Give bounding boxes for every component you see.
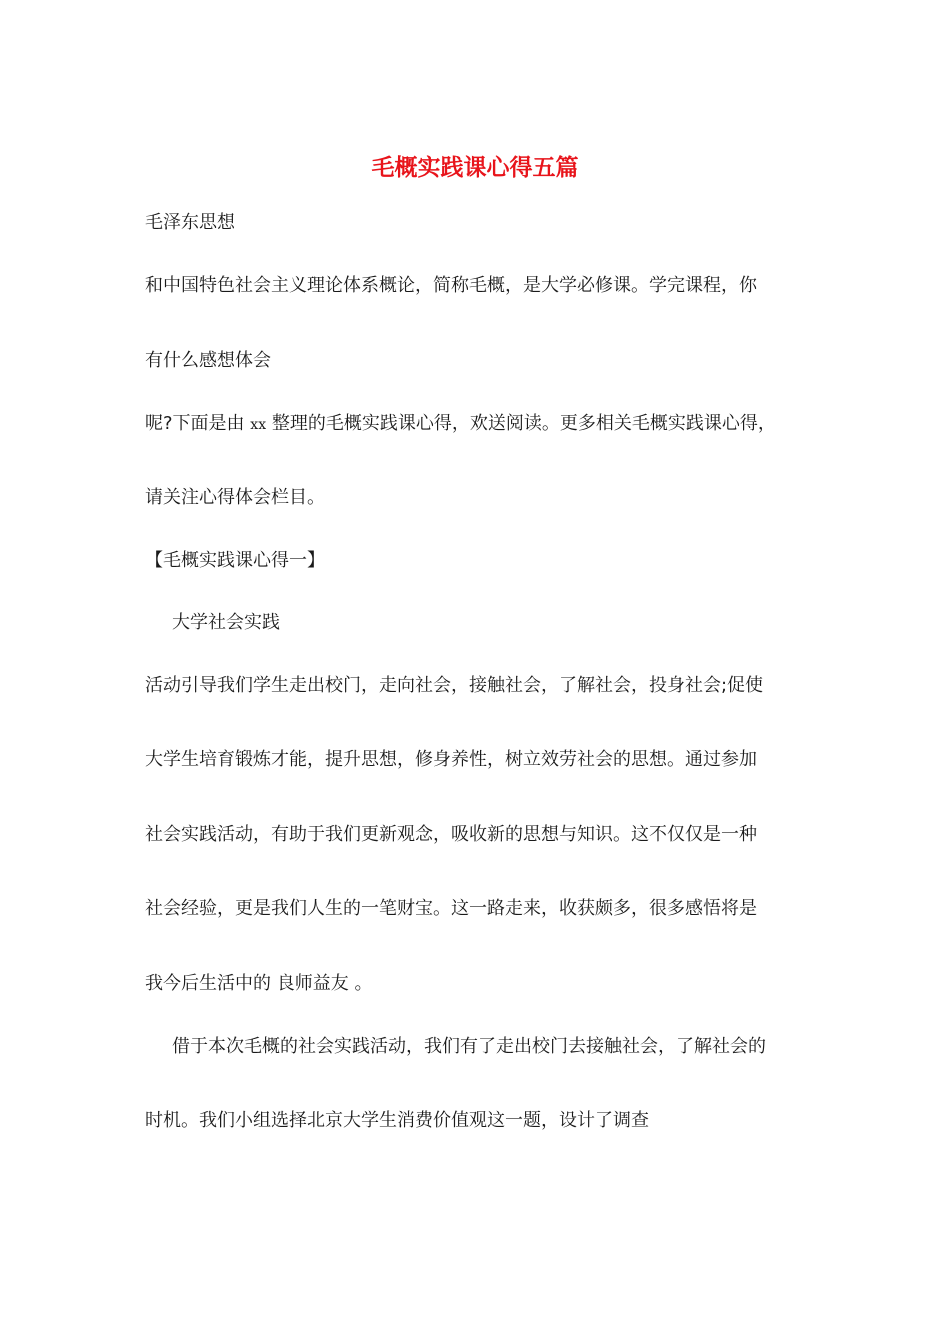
text-line: 活动引导我们学生走出校门，走向社会，接触社会，了解社会，投身社会;促使: [145, 675, 764, 696]
text-line: 社会经验，更是我们人生的一笔财宝。这一路走来，收获颇多，很多感悟将是: [145, 898, 757, 919]
text-line: 我今后生活中的 良师益友 。: [145, 973, 373, 994]
text-line: 社会实践活动，有助于我们更新观念，吸收新的思想与知识。这不仅仅是一种: [145, 824, 757, 845]
text-segment: 呢?下面是由: [145, 413, 245, 434]
text-line: 请关注心得体会栏目。: [145, 487, 325, 508]
document-title: 毛概实践课心得五篇: [371, 154, 579, 181]
placeholder-text: xx: [250, 417, 267, 433]
text-line: 大学生培育锻炼才能，提升思想，修身养性，树立效劳社会的思想。通过参加: [145, 749, 757, 770]
text-line: 时机。我们小组选择北京大学生消费价值观这一题，设计了调查: [145, 1110, 649, 1131]
text-line: 有什么感想体会: [145, 350, 271, 371]
text-line-composite: [145, 411, 776, 438]
text-line: 借于本次毛概的社会实践活动，我们有了走出校门去接触社会，了解社会的: [172, 1036, 766, 1057]
text-segment: 整理的毛概实践课心得，欢送阅读。更多相关毛概实践课心得，: [271, 413, 776, 434]
text-line: 大学社会实践: [172, 612, 280, 633]
text-line: 毛泽东思想: [145, 212, 235, 233]
text-line: 和中国特色社会主义理论体系概论，简称毛概，是大学必修课。学完课程，你: [145, 275, 757, 296]
section-heading: 【毛概实践课心得一】: [145, 550, 325, 571]
